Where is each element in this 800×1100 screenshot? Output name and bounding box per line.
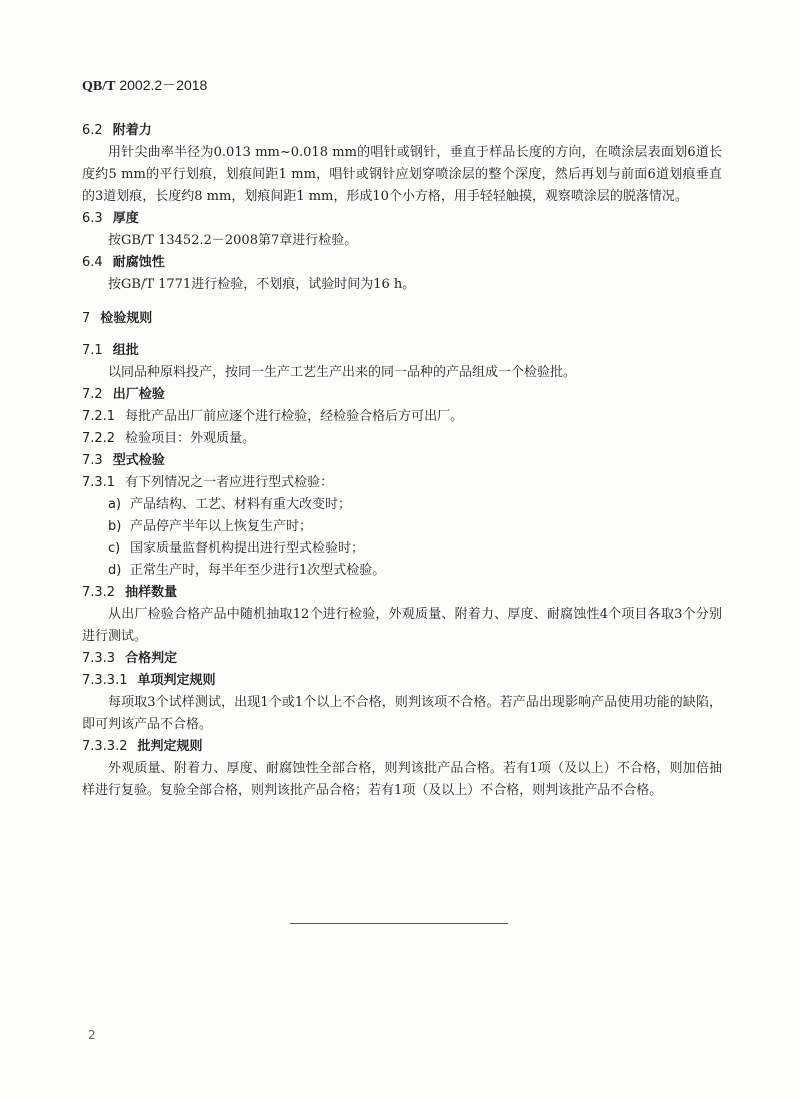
standard-code: QB/T 2002.2－2018 xyxy=(82,77,208,94)
clause-7-2-1: 7.2.1 每批产品出厂前应逐个进行检验，经检验合格后方可出厂。 xyxy=(82,409,464,424)
heading-7-3: 7.3 型式检验 xyxy=(82,453,165,468)
heading-6-3: 6.3 厚度 xyxy=(82,211,139,226)
page-number: 2 xyxy=(88,1028,96,1042)
paragraph-6-2: 用针尖曲率半径为0.013 mm~0.018 mm的唱针或钢针，垂直于样品长度的方向，在喷涂层表面划6道长度约5 mm的平行划痕，划痕间距1 mm，唱针或钢针应划穿喷涂层的整个深度，然后再划与前面6道划痕垂直的3道划痕，长度约8 mm，划痕间距1 mm，形成10个小方格，用手轻轻触摸，观察喷涂层的脱落情况。 xyxy=(82,145,722,204)
paragraph-7-3-2: 从出厂检验合格产品中随机抽取12个进行检验，外观质量、附着力、厚度、耐腐蚀性4个项目各取3个分别进行测试。 xyxy=(82,607,722,644)
end-of-standard-rule xyxy=(290,923,508,924)
list-item: b) 产品停产半年以上恢复生产时； xyxy=(108,519,313,534)
heading-7-1: 7.1 组批 xyxy=(82,343,139,358)
heading-7-3-3: 7.3.3 合格判定 xyxy=(82,651,178,666)
list-item: c) 国家质量监督机构提出进行型式检验时； xyxy=(108,541,365,556)
list-item: a) 产品结构、工艺、材料有重大改变时； xyxy=(108,497,352,512)
heading-6-2: 6.2 附着力 xyxy=(82,123,152,138)
paragraph-6-4: 按GB/T 1771进行检验，不划痕，试验时间为16 h。 xyxy=(108,277,416,292)
clause-7-3-1: 7.3.1 有下列情况之一者应进行型式检验： xyxy=(82,475,334,490)
paragraph-7-1: 以同品种原料投产，按同一生产工艺生产出来的同一品种的产品组成一个检验批。 xyxy=(108,365,577,380)
heading-7: 7 检验规则 xyxy=(82,311,153,326)
paragraph-7-3-3-2: 外观质量、附着力、厚度、耐腐蚀性全部合格，则判该批产品合格。若有1项（及以上）不合格，则加倍抽样进行复验。复验全部合格，则判该批产品合格；若有1项（及以上）不合格，则判该批产品不合格。 xyxy=(82,761,722,798)
paragraph-7-3-3-1: 每项取3个试样测试，出现1个或1个以上不合格，则判该项不合格。若产品出现影响产品使用功能的缺陷，即可判该产品不合格。 xyxy=(82,695,722,732)
list-item: d) 正常生产时，每半年至少进行1次型式检验。 xyxy=(108,563,386,578)
heading-7-2: 7.2 出厂检验 xyxy=(82,387,165,402)
heading-7-3-3-1: 7.3.3.1 单项判定规则 xyxy=(82,673,216,688)
clause-7-2-2: 7.2.2 检验项目：外观质量。 xyxy=(82,431,256,446)
paragraph-6-3: 按GB/T 13452.2－2008第7章进行检验。 xyxy=(108,233,358,248)
heading-6-4: 6.4 耐腐蚀性 xyxy=(82,255,165,270)
heading-7-3-2: 7.3.2 抽样数量 xyxy=(82,585,178,600)
heading-7-3-3-2: 7.3.3.2 批判定规则 xyxy=(82,739,203,754)
document-body xyxy=(82,120,722,802)
